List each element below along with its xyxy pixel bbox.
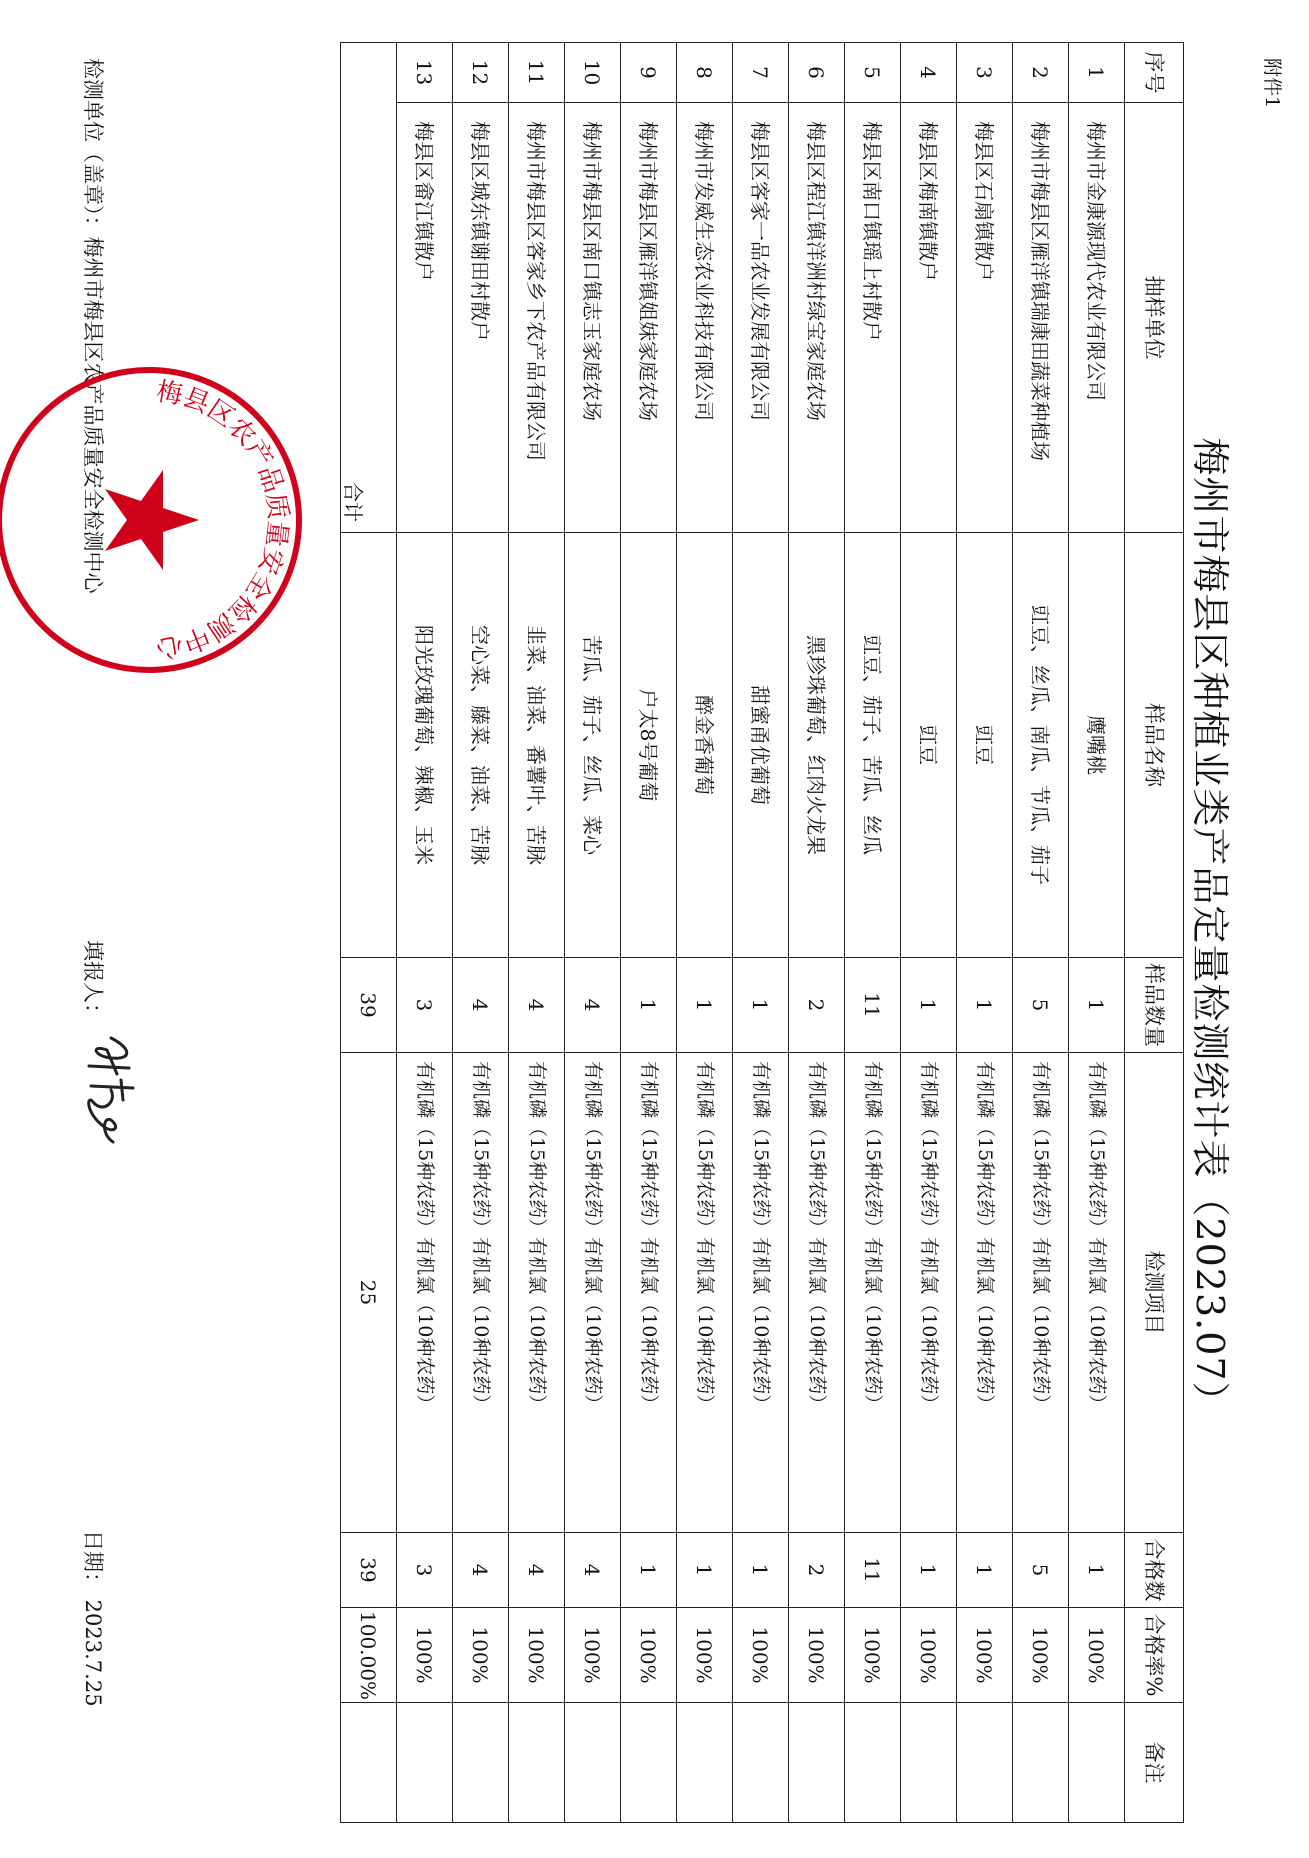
cell-pass-count: 3	[397, 1533, 453, 1608]
cell-no: 2	[1013, 43, 1069, 103]
cell-remark	[1069, 1703, 1125, 1823]
cell-pass-rate: 100%	[621, 1608, 677, 1703]
cell-no: 8	[677, 43, 733, 103]
cell-sample-name: 甜蜜甬优葡萄	[733, 533, 789, 958]
cell-unit: 梅县区石扇镇散户	[957, 103, 1013, 533]
cell-unit: 梅州市梅县区雁洋镇瑞康田蔬菜种植场	[1013, 103, 1069, 533]
statistics-table	[340, 42, 1184, 1823]
cell-sample-name: 黑珍珠葡萄、红肉火龙果	[789, 533, 845, 958]
cell-sample-name: 阳光玫瑰葡萄、辣椒、玉米	[397, 533, 453, 958]
cell-qty: 11	[845, 958, 901, 1053]
cell-sample-name: 空心菜、藤菜、油菜、苦脉	[453, 533, 509, 958]
cell-no: 6	[789, 43, 845, 103]
cell-qty: 4	[509, 958, 565, 1053]
cell-no: 10	[565, 43, 621, 103]
cell-qty: 1	[621, 958, 677, 1053]
total-pass-rate: 100.00%	[341, 1608, 397, 1703]
cell-qty: 4	[565, 958, 621, 1053]
cell-sample-name: 韭菜、油菜、番薯叶、苦脉	[509, 533, 565, 958]
cell-items: 有机磷（15种农药）有机氯（10种农药）	[397, 1053, 453, 1533]
cell-unit: 梅县区客家一品农业发展有限公司	[733, 103, 789, 533]
cell-pass-count: 2	[789, 1533, 845, 1608]
header-sample-name: 样品名称	[1125, 533, 1184, 958]
cell-sample-name: 豇豆	[901, 533, 957, 958]
cell-pass-count: 1	[733, 1533, 789, 1608]
cell-sample-name: 豇豆、茄子、苦瓜、丝瓜	[845, 533, 901, 958]
cell-sample-name: 苦瓜、茄子、丝瓜、菜心	[565, 533, 621, 958]
table-row	[565, 43, 621, 1823]
cell-items: 有机磷（15种农药）有机氯（10种农药）	[789, 1053, 845, 1533]
cell-sample-name: 鹰嘴桃	[1069, 533, 1125, 958]
table-row	[845, 43, 901, 1823]
cell-no: 12	[453, 43, 509, 103]
header-unit: 抽样单位	[1125, 103, 1184, 533]
reporter-label: 填报人：	[81, 940, 105, 1024]
cell-qty: 1	[677, 958, 733, 1053]
table-row	[957, 43, 1013, 1823]
cell-sample-name: 户太8号葡萄	[621, 533, 677, 958]
cell-pass-rate: 100%	[901, 1608, 957, 1703]
table-row	[901, 43, 957, 1823]
header-qty: 样品数量	[1125, 958, 1184, 1053]
cell-pass-count: 1	[1069, 1533, 1125, 1608]
header-remark: 备注	[1125, 1703, 1184, 1823]
cell-remark	[621, 1703, 677, 1823]
cell-unit: 梅县区梅南镇散户	[901, 103, 957, 533]
seal-star-icon	[105, 470, 199, 570]
cell-pass-rate: 100%	[789, 1608, 845, 1703]
cell-items: 有机磷（15种农药）有机氯（10种农药）	[1013, 1053, 1069, 1533]
cell-items: 有机磷（15种农药）有机氯（10种农药）	[621, 1053, 677, 1533]
cell-no: 4	[901, 43, 957, 103]
table-row	[509, 43, 565, 1823]
cell-qty: 1	[1069, 958, 1125, 1053]
total-sample-name	[341, 533, 397, 958]
cell-pass-rate: 100%	[1069, 1608, 1125, 1703]
cell-remark	[845, 1703, 901, 1823]
cell-pass-count: 1	[957, 1533, 1013, 1608]
cell-qty: 1	[901, 958, 957, 1053]
table-body	[397, 43, 1125, 1823]
cell-items: 有机磷（15种农药）有机氯（10种农药）	[901, 1053, 957, 1533]
cell-items: 有机磷（15种农药）有机氯（10种农药）	[453, 1053, 509, 1533]
cell-qty: 1	[957, 958, 1013, 1053]
cell-remark	[565, 1703, 621, 1823]
cell-items: 有机磷（15种农药）有机氯（10种农药）	[677, 1053, 733, 1533]
table-row	[621, 43, 677, 1823]
cell-pass-rate: 100%	[677, 1608, 733, 1703]
cell-items: 有机磷（15种农药）有机氯（10种农药）	[509, 1053, 565, 1533]
cell-unit: 梅州市梅县区雁洋镇姐妹家庭农场	[621, 103, 677, 533]
table-row	[453, 43, 509, 1823]
report-date: 日期： 2023.7.25	[81, 1530, 105, 1707]
cell-pass-rate: 100%	[845, 1608, 901, 1703]
cell-no: 5	[845, 43, 901, 103]
cell-remark	[677, 1703, 733, 1823]
cell-pass-count: 1	[901, 1533, 957, 1608]
handwritten-signature	[71, 1030, 151, 1150]
cell-no: 11	[509, 43, 565, 103]
cell-items: 有机磷（15种农药）有机氯（10种农药）	[565, 1053, 621, 1533]
cell-pass-count: 4	[453, 1533, 509, 1608]
cell-items: 有机磷（15种农药）有机氯（10种农药）	[733, 1053, 789, 1533]
cell-sample-name: 豇豆、丝瓜、南瓜、节瓜、茄子	[1013, 533, 1069, 958]
cell-unit: 梅州市金康源现代农业有限公司	[1069, 103, 1125, 533]
cell-pass-rate: 100%	[565, 1608, 621, 1703]
cell-pass-rate: 100%	[453, 1608, 509, 1703]
cell-pass-rate: 100%	[1013, 1608, 1069, 1703]
cell-sample-name: 醉金香葡萄	[677, 533, 733, 958]
total-remark	[341, 1703, 397, 1823]
cell-pass-count: 1	[621, 1533, 677, 1608]
cell-remark	[1013, 1703, 1069, 1823]
cell-remark	[733, 1703, 789, 1823]
cell-remark	[789, 1703, 845, 1823]
cell-remark	[397, 1703, 453, 1823]
header-items: 检测项目	[1125, 1053, 1184, 1533]
table-row	[733, 43, 789, 1823]
table-row	[789, 43, 845, 1823]
cell-pass-count: 4	[509, 1533, 565, 1608]
total-pass-count: 39	[341, 1533, 397, 1608]
cell-remark	[453, 1703, 509, 1823]
cell-items: 有机磷（15种农药）有机氯（10种农药）	[1069, 1053, 1125, 1533]
cell-no: 7	[733, 43, 789, 103]
table-row	[677, 43, 733, 1823]
header-pass-rate: 合格率%	[1125, 1608, 1184, 1703]
cell-qty: 4	[453, 958, 509, 1053]
cell-remark	[957, 1703, 1013, 1823]
cell-items: 有机磷（15种农药）有机氯（10种农药）	[957, 1053, 1013, 1533]
total-label: 合计	[341, 43, 397, 533]
total-items: 25	[341, 1053, 397, 1533]
cell-items: 有机磷（15种农药）有机氯（10种农药）	[845, 1053, 901, 1533]
cell-pass-count: 1	[677, 1533, 733, 1608]
cell-qty: 3	[397, 958, 453, 1053]
cell-qty: 5	[1013, 958, 1069, 1053]
table-row	[1013, 43, 1069, 1823]
cell-pass-rate: 100%	[733, 1608, 789, 1703]
table-row	[397, 43, 453, 1823]
table-header-row	[1125, 43, 1184, 1823]
cell-no: 13	[397, 43, 453, 103]
document-title: 梅州市梅县区种植业类产品定量检测统计表（2023.07）	[1188, 437, 1232, 1421]
cell-pass-rate: 100%	[397, 1608, 453, 1703]
cell-unit: 梅县区城东镇谢田村散户	[453, 103, 509, 533]
cell-qty: 2	[789, 958, 845, 1053]
total-qty: 39	[341, 958, 397, 1053]
cell-pass-count: 11	[845, 1533, 901, 1608]
header-no: 序号	[1125, 43, 1184, 103]
cell-qty: 1	[733, 958, 789, 1053]
cell-unit: 梅州市梅县区客家乡下农产品有限公司	[509, 103, 565, 533]
cell-remark	[901, 1703, 957, 1823]
testing-unit: 检测单位（盖章）：梅州市梅县区农产品质量安全检测中心	[81, 58, 105, 594]
cell-unit: 梅县区程江镇洋洲村绿宝家庭农场	[789, 103, 845, 533]
seal-text: 梅县区农产品质量安全检测中心	[154, 376, 293, 664]
cell-unit: 梅县区畲江镇散户	[397, 103, 453, 533]
cell-sample-name: 豇豆	[957, 533, 1013, 958]
header-pass-count: 合格数	[1125, 1533, 1184, 1608]
cell-unit: 梅州市梅县区南口镇志玉家庭农场	[565, 103, 621, 533]
cell-pass-count: 4	[565, 1533, 621, 1608]
cell-unit: 梅州市发威生态农业科技有限公司	[677, 103, 733, 533]
official-seal	[0, 360, 309, 680]
cell-pass-rate: 100%	[957, 1608, 1013, 1703]
cell-no: 3	[957, 43, 1013, 103]
cell-unit: 梅县区南口镇瑶上村散户	[845, 103, 901, 533]
cell-remark	[509, 1703, 565, 1823]
cell-pass-rate: 100%	[509, 1608, 565, 1703]
cell-pass-count: 5	[1013, 1533, 1069, 1608]
cell-no: 9	[621, 43, 677, 103]
cell-no: 1	[1069, 43, 1125, 103]
total-row	[341, 43, 397, 1823]
table-row	[1069, 43, 1125, 1823]
attachment-label: 附件1	[1261, 58, 1283, 109]
